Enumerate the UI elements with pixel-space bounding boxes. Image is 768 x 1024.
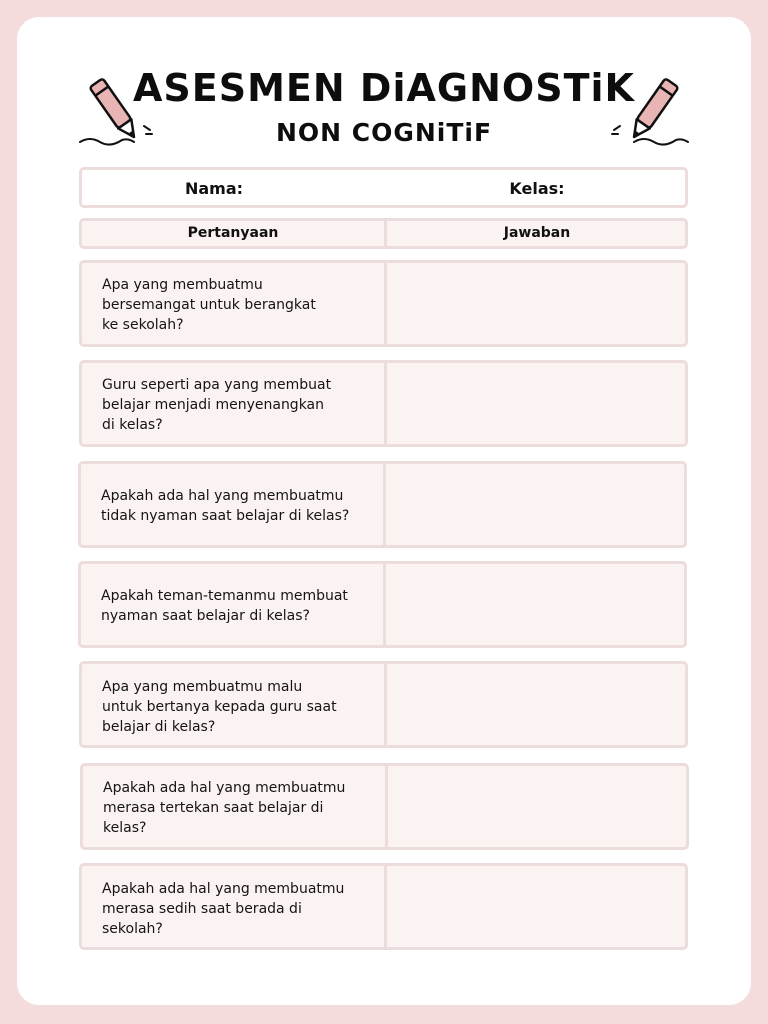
table-row xyxy=(78,561,687,648)
class-label: Kelas: xyxy=(509,179,565,198)
question-text: Guru seperti apa yang membuat belajar menjadi menyenangkan di kelas? xyxy=(102,377,332,433)
question-text: Apakah teman-temanmu membuat nyaman saat belajar di kelas? xyxy=(101,588,348,624)
table-header xyxy=(79,218,688,249)
answer-cell[interactable] xyxy=(386,564,684,645)
answer-cell[interactable] xyxy=(386,464,684,545)
page-title: ASESMEN DiAGNOSTiK xyxy=(133,66,635,110)
question-text: Apakah ada hal yang membuatmu tidak nyaman saat belajar di kelas? xyxy=(101,488,350,524)
question-text: Apa yang membuatmu bersemangat untuk berangkat ke sekolah? xyxy=(102,277,316,333)
table-row xyxy=(79,260,688,347)
question-text: Apakah ada hal yang membuatmu merasa sedih saat berada di sekolah? xyxy=(102,881,345,937)
answer-cell[interactable] xyxy=(387,363,685,444)
question-text: Apakah ada hal yang membuatmu merasa tertekan saat belajar di kelas? xyxy=(103,780,346,836)
table-row xyxy=(78,461,687,548)
page-subtitle: NON COGNiTiF xyxy=(275,118,493,147)
name-label: Nama: xyxy=(184,179,244,198)
table-row xyxy=(79,360,688,447)
answer-column-header: Jawaban xyxy=(503,225,571,241)
question-text: Apa yang membuatmu malu untuk bertanya kepada guru saat belajar di kelas? xyxy=(102,679,337,735)
answer-cell[interactable] xyxy=(388,766,686,847)
answer-cell[interactable] xyxy=(387,866,685,947)
answer-cell[interactable] xyxy=(387,263,685,344)
question-column-header: Pertanyaan xyxy=(187,225,279,241)
student-info-row[interactable] xyxy=(79,167,688,208)
table-row xyxy=(80,763,689,850)
answer-cell[interactable] xyxy=(387,664,685,745)
table-row xyxy=(79,661,688,748)
table-row xyxy=(79,863,688,950)
